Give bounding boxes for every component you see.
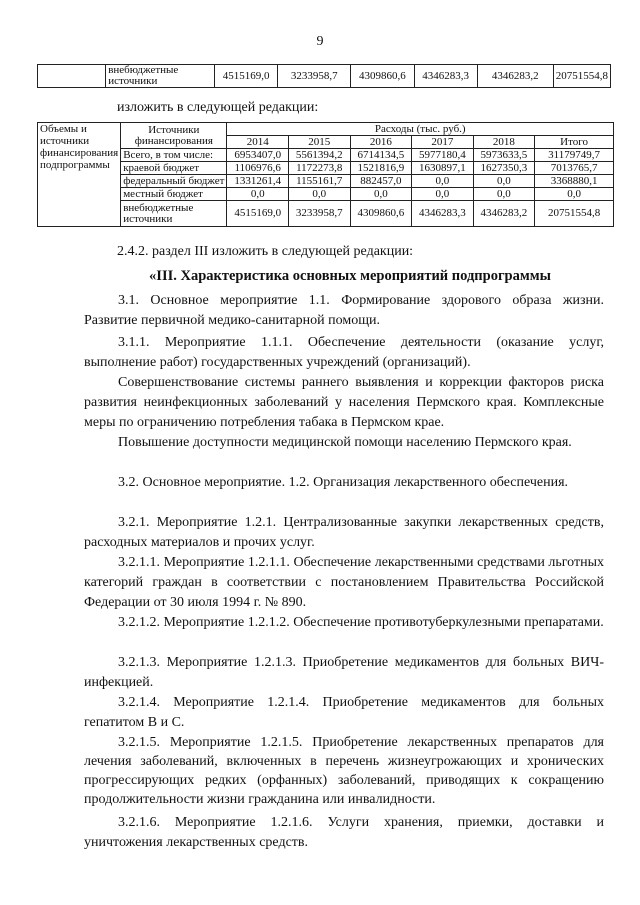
table-cell: 4515169,0 (215, 65, 278, 88)
intro-text: изложить в следующей редакции: (117, 100, 319, 115)
table-cell: 4309860,6 (350, 201, 412, 227)
paragraph: 3.2.1.2. Мероприятие 1.2.1.2. Обеспечение противотуберкулезными препаратами. (118, 615, 604, 630)
year-header: Итого (535, 136, 614, 149)
source-label: Всего, в том числе: (121, 149, 227, 162)
table-cell: 0,0 (289, 188, 351, 201)
table-cell: 31179749,7 (535, 149, 614, 162)
section-instruction: 2.4.2. раздел III изложить в следующей редакции: (117, 244, 414, 259)
table-cell: 20751554,8 (535, 201, 614, 227)
table-cell: 6714134,5 (350, 149, 412, 162)
table-row (38, 201, 614, 227)
expenses-header: Расходы (тыс. руб.) (227, 123, 614, 136)
table-cell: 0,0 (535, 188, 614, 201)
sources-header: Источники финансирования (121, 123, 227, 149)
table-row (38, 162, 614, 175)
source-label: краевой бюджет (121, 162, 227, 175)
table-cell: 4346283,3 (412, 201, 474, 227)
table-cell: 0,0 (412, 175, 474, 188)
year-header: 2017 (412, 136, 474, 149)
paragraph: 3.2.1.1. Мероприятие 1.2.1.1. Обеспечение лекарственными средствами льготных категорий граждан в соответствии с постановлением Правительства Российской Федерации от 30 июля 1994 г. № 890. (84, 555, 604, 610)
paragraph: 3.1. Основное мероприятие 1.1. Формирование здорового образа жизни. Развитие первичной медико-санитарной помощи. (84, 293, 604, 328)
paragraph: 3.2.1. Мероприятие 1.2.1. Централизованные закупки лекарственных средств, расходных материалов и прочих услуг. (84, 515, 604, 550)
table-cell: 4346283,2 (477, 65, 553, 88)
table-cell: 1155161,7 (289, 175, 351, 188)
year-header: 2016 (350, 136, 412, 149)
paragraph: 3.2.1.6. Мероприятие 1.2.1.6. Услуги хранения, приемки, доставки и уничтожения лекарственных средств. (84, 815, 604, 850)
table-row (38, 65, 611, 88)
table-cell: 0,0 (473, 188, 535, 201)
table-row (38, 188, 614, 201)
table-cell: 3233958,7 (289, 201, 351, 227)
table-cell: 0,0 (350, 188, 412, 201)
table-header-row (38, 123, 614, 136)
year-header: 2014 (227, 136, 289, 149)
table-cell: 1627350,3 (473, 162, 535, 175)
table-cell: 6953407,0 (227, 149, 289, 162)
top-continuation-table (37, 64, 611, 88)
table-cell: 5973633,5 (473, 149, 535, 162)
paragraph: 3.1.1. Мероприятие 1.1.1. Обеспечение деятельности (оказание услуг, выполнение работ) государственных учреждений (организаций). (84, 335, 604, 370)
table-cell: 4346283,3 (414, 65, 477, 88)
table-cell: 0,0 (473, 175, 535, 188)
table-cell: 7013765,7 (535, 162, 614, 175)
table-cell: 0,0 (227, 188, 289, 201)
table-cell: 5561394,2 (289, 149, 351, 162)
source-label: внебюджетные источники (106, 65, 215, 88)
table-cell: 5977180,4 (412, 149, 474, 162)
table-cell: 4515169,0 (227, 201, 289, 227)
paragraph: 3.2.1.4. Мероприятие 1.2.1.4. Приобретение медикаментов для больных гепатитом В и С. (84, 695, 604, 730)
table-cell: 4309860,6 (351, 65, 414, 88)
table-cell: 4346283,2 (473, 201, 535, 227)
paragraph: 3.2. Основное мероприятие. 1.2. Организация лекарственного обеспечения. (118, 475, 569, 490)
year-header: 2015 (289, 136, 351, 149)
table-cell (38, 65, 106, 88)
paragraph: 3.2.1.5. Мероприятие 1.2.1.5. Приобретение лекарственных препаратов для лечения заболеваний, включенных в перечень жизнеугрожающих и хронических прогрессирующих редких (орфанных) заболеваний, приводящих к сокращению продолжительности жизни гражданина или инвалидности. (84, 735, 604, 807)
paragraph: 3.2.1.3. Мероприятие 1.2.1.3. Приобретение медикаментов для больных ВИЧ-инфекцией. (84, 655, 604, 690)
table-cell: 3368880,1 (535, 175, 614, 188)
financing-table (37, 122, 614, 227)
table-cell: 1172273,8 (289, 162, 351, 175)
table-cell: 1630897,1 (412, 162, 474, 175)
table-cell: 0,0 (412, 188, 474, 201)
table-cell: 3233958,7 (278, 65, 351, 88)
year-header: 2018 (473, 136, 535, 149)
table-row (38, 175, 614, 188)
paragraph: Повышение доступности медицинской помощи населению Пермского края. (118, 435, 572, 450)
source-label: внебюджетные источники (121, 201, 227, 227)
page-number: 9 (316, 34, 324, 49)
table-cell: 20751554,8 (553, 65, 610, 88)
section-heading: «III. Характеристика основных мероприятий подпрограммы (149, 268, 551, 284)
source-label: местный бюджет (121, 188, 227, 201)
table-row (38, 149, 614, 162)
table-cell: 1521816,9 (350, 162, 412, 175)
table-cell: 1106976,6 (227, 162, 289, 175)
source-label: федеральный бюджет (121, 175, 227, 188)
left-label: Объемы и источники финансирования подпрограммы (38, 123, 121, 227)
table-cell: 1331261,4 (227, 175, 289, 188)
table-cell: 882457,0 (350, 175, 412, 188)
paragraph: Совершенствование системы раннего выявления и коррекции факторов риска развития неинфекционных заболеваний у населения Пермского края. Комплексные меры по ограничению потребления табака в Пермском крае. (84, 375, 604, 430)
